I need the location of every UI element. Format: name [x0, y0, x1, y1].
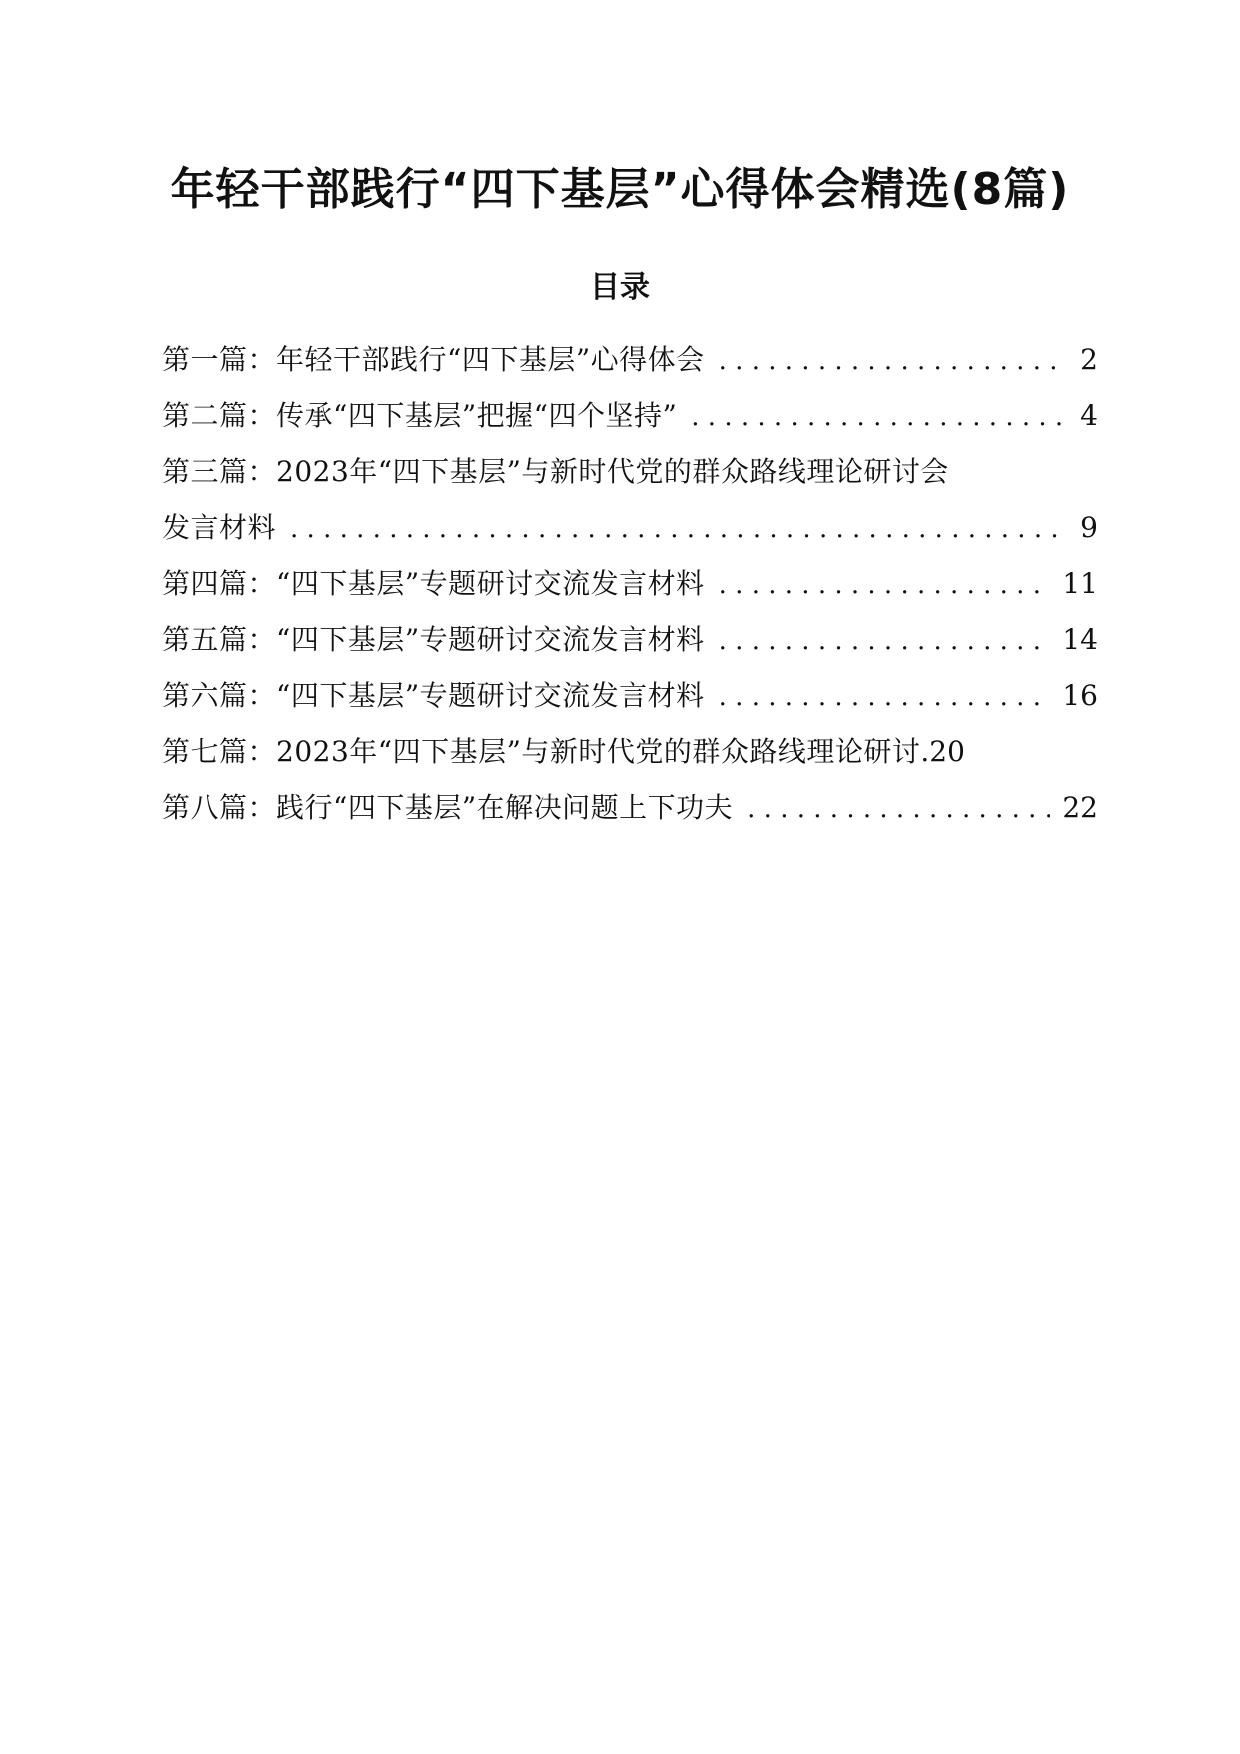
toc-entry-title-line2: 发言材料: [162, 511, 277, 544]
toc-page-number: 4: [1080, 399, 1098, 432]
toc-entry-1[interactable]: [162, 332, 1098, 388]
toc-entry-title: 第五篇：“四下基层”专题研讨交流发言材料: [162, 623, 705, 656]
toc-entry-title: 第四篇：“四下基层”专题研讨交流发言材料: [162, 567, 705, 600]
dot-leader: [719, 557, 1051, 612]
toc-page-number: 14: [1062, 623, 1098, 656]
dot-leader: [691, 389, 1068, 444]
toc-entry-6[interactable]: [162, 668, 1098, 724]
toc-entry-3[interactable]: [162, 444, 1098, 556]
toc-page-number: 16: [1062, 679, 1098, 712]
toc-heading: 目录: [590, 270, 650, 305]
dot-leader: [747, 781, 1050, 836]
toc-entry-7[interactable]: [162, 724, 1098, 780]
toc-entry-8[interactable]: [162, 780, 1098, 836]
toc-entry-title: 第八篇：践行“四下基层”在解决问题上下功夫: [162, 791, 734, 824]
toc-page-number: 9: [1080, 511, 1098, 544]
toc-entry-2[interactable]: [162, 388, 1098, 444]
toc-entry-title: 第一篇：年轻干部践行“四下基层”心得体会: [162, 343, 705, 376]
toc-entry-4[interactable]: [162, 556, 1098, 612]
toc-entry-5[interactable]: [162, 612, 1098, 668]
toc-entry-title: 第七篇：2023年“四下基层”与新时代党的群众路线理论研讨: [162, 735, 921, 768]
toc-entry-title-line1: 第三篇：2023年“四下基层”与新时代党的群众路线理论研讨会: [162, 455, 949, 488]
dot-leader: [719, 669, 1051, 724]
toc-page-number: 22: [1062, 791, 1098, 824]
toc-entry-title: 第二篇：传承“四下基层”把握“四个坚持”: [162, 399, 678, 432]
document-title: 年轻干部践行“四下基层”心得体会精选(8篇): [170, 164, 1070, 215]
dot-leader: [719, 613, 1051, 668]
dot-leader: [719, 333, 1069, 388]
dot-leader: [290, 501, 1068, 556]
toc-page-number: 11: [1062, 567, 1098, 600]
table-of-contents: [162, 332, 1098, 836]
toc-page-number: .20: [920, 735, 965, 768]
toc-page-number: 2: [1080, 343, 1098, 376]
toc-entry-title: 第六篇：“四下基层”专题研讨交流发言材料: [162, 679, 705, 712]
